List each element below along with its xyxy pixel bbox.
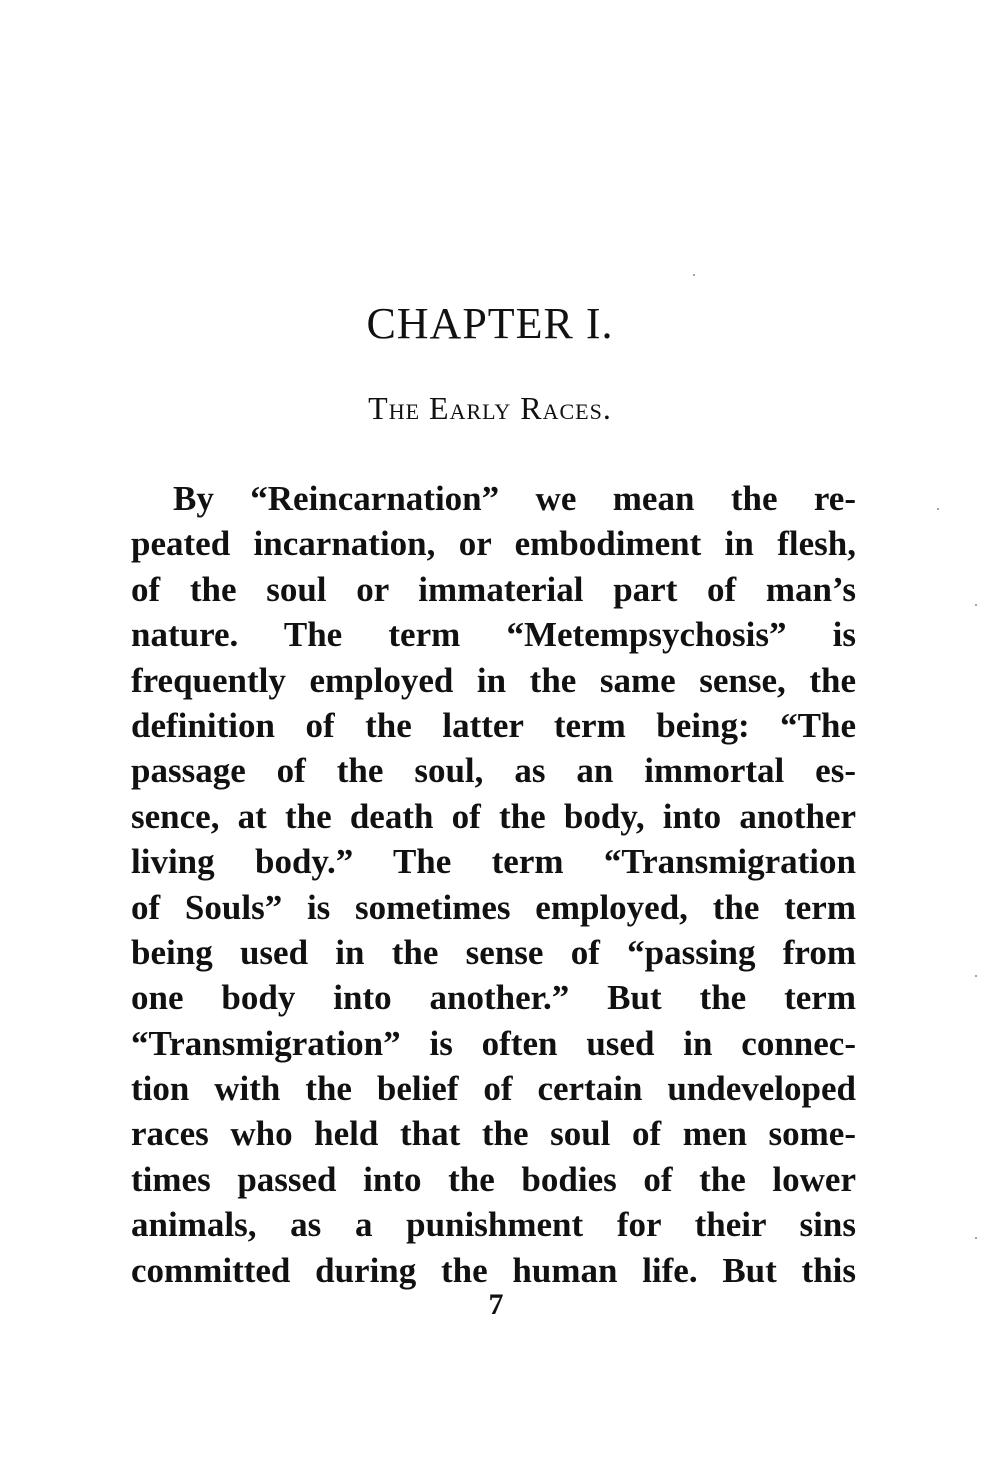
text-line: nature. The term “Metempsychosis” is (131, 615, 856, 655)
text-line: tion with the belief of certain undeveloped (131, 1069, 856, 1109)
text-line: of the soul or immaterial part of man’s (131, 569, 856, 609)
scan-speck (937, 508, 939, 510)
text-line: one body into another.” But the term (131, 978, 856, 1018)
text-line: committed during the human life. But this (131, 1250, 856, 1290)
chapter-subtitle (0, 390, 1000, 427)
text-line: peated incarnation, or embodiment in flesh, (131, 524, 856, 564)
page-number-text: 7 (488, 1288, 504, 1321)
page-number (0, 1288, 1000, 1322)
text-line: By “Reincarnation” we mean the re- (173, 479, 856, 518)
text-line: races who held that the soul of men some- (131, 1114, 856, 1154)
text-line: of Souls” is sometimes employed, the term (131, 887, 856, 927)
text-line: living body.” The term “Transmigration (131, 842, 856, 882)
text-line: “Transmigration” is often used in connec- (131, 1023, 856, 1063)
chapter-subtitle-text: The Early Races. (368, 390, 612, 426)
text-line: times passed into the bodies of the lower (131, 1159, 856, 1199)
text-line: animals, as a punishment for their sins (131, 1205, 856, 1245)
text-line: being used in the sense of “passing from (131, 932, 856, 972)
text-line: passage of the soul, as an immortal es- (131, 751, 856, 791)
scan-speck (975, 975, 977, 977)
scan-speck (975, 1237, 977, 1239)
chapter-heading-text: CHAPTER I. (366, 299, 614, 348)
body-paragraph (131, 476, 856, 1293)
text-line: frequently employed in the same sense, the (131, 660, 856, 700)
scan-speck (975, 604, 977, 606)
text-line: sence, at the death of the body, into another (131, 796, 856, 836)
text-line: definition of the latter term being: “The (131, 705, 856, 745)
scan-speck (693, 274, 695, 276)
chapter-heading (0, 298, 1000, 349)
